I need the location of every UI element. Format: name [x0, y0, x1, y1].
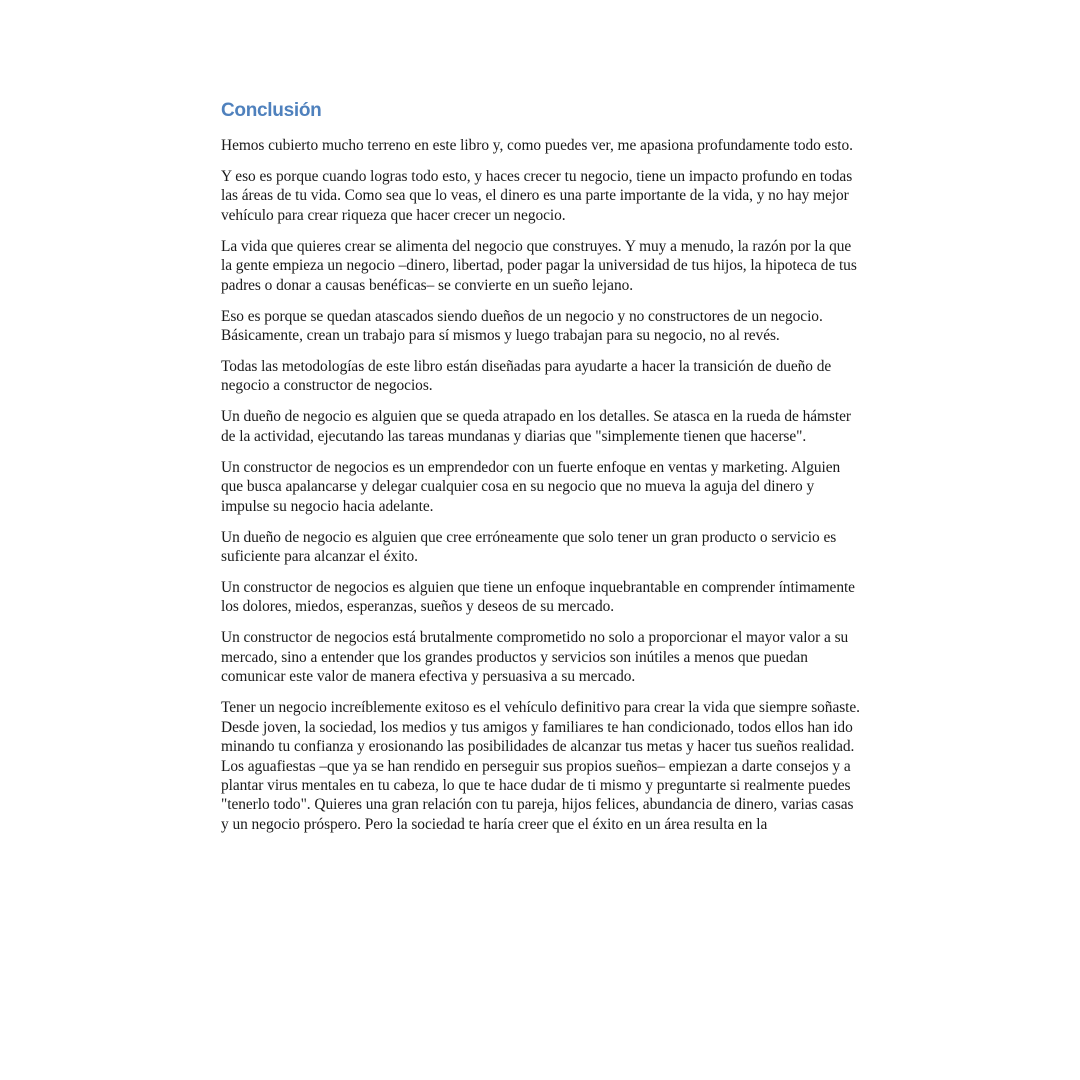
paragraph: Un dueño de negocio es alguien que cree erróneamente que solo tener un gran producto o servicio es suficiente para alcanzar el éxito. [221, 528, 837, 566]
paragraph: Un constructor de negocios está brutalmente comprometido no solo a proporcionar el mayor valor a su mercado, sino a entender que los grandes productos y servicios son inútiles a menos que puedan comunicar este valor de manera efectiva y persuasiva a su mercado. [221, 629, 849, 686]
section-heading: Conclusión [221, 100, 322, 121]
paragraph: La vida que quieres crear se alimenta del negocio que construyes. Y muy a menudo, la razón por la que la gente empieza un negocio –dinero, libertad, poder pagar la universidad de tus hijos, la hipoteca de tus padres o donar a causas benéficas– se convierte en un sueño lejano. [221, 237, 857, 294]
paragraph: Un constructor de negocios es alguien que tiene un enfoque inquebrantable en comprender íntimamente los dolores, miedos, esperanzas, sueños y deseos de su mercado. [221, 579, 855, 616]
paragraph: Un constructor de negocios es un emprendedor con un fuerte enfoque en ventas y marketing. Alguien que busca apalancarse y delegar cualquier cosa en su negocio que no mueva la aguja del dinero y impulse su negocio hacia adelante. [221, 458, 841, 515]
paragraph: Un dueño de negocio es alguien que se queda atrapado en los detalles. Se atasca en la rueda de hámster de la actividad, ejecutando las tareas mundanas y diarias que "simplemente tienen que hacerse". [221, 408, 851, 445]
paragraph: Y eso es porque cuando logras todo esto, y haces crecer tu negocio, tiene un impacto profundo en todas las áreas de tu vida. Como sea que lo veas, el dinero es una parte importante de la vida, y no hay mejor vehículo para crear riqueza que hacer crecer un negocio. [221, 168, 853, 224]
document-body [221, 98, 861, 846]
paragraph: Hemos cubierto mucho terreno en este libro y, como puedes ver, me apasiona profundamente todo esto. [221, 137, 853, 154]
paragraph: Eso es porque se quedan atascados siendo dueños de un negocio y no constructores de un negocio. Básicamente, crean un trabajo para sí mismos y luego trabajan para su negocio, no al revés. [221, 307, 823, 345]
paragraph: Todas las metodologías de este libro están diseñadas para ayudarte a hacer la transición de dueño de negocio a constructor de negocios. [221, 358, 832, 395]
paragraph: Tener un negocio increíblemente exitoso es el vehículo definitivo para crear la vida que siempre soñaste. Desde joven, la sociedad, los medios y tus amigos y familiares te han condicionado, todos ellos han ido minando tu confianza y erosionando las posibilidades de alcanzar tus metas y hacer tus sueños realidad. Los aguafiestas –que ya se han rendido en perseguir sus propios sueños– empiezan a darte consejos y a plantar virus mentales en tu cabeza, lo que te hace dudar de ti mismo y preguntarte si realmente puedes "tenerlo todo". Quieres una gran relación con tu pareja, hijos felices, abundancia de dinero, varias casas y un negocio próspero. Pero la sociedad te haría creer que el éxito en un área resulta en la [221, 699, 860, 833]
